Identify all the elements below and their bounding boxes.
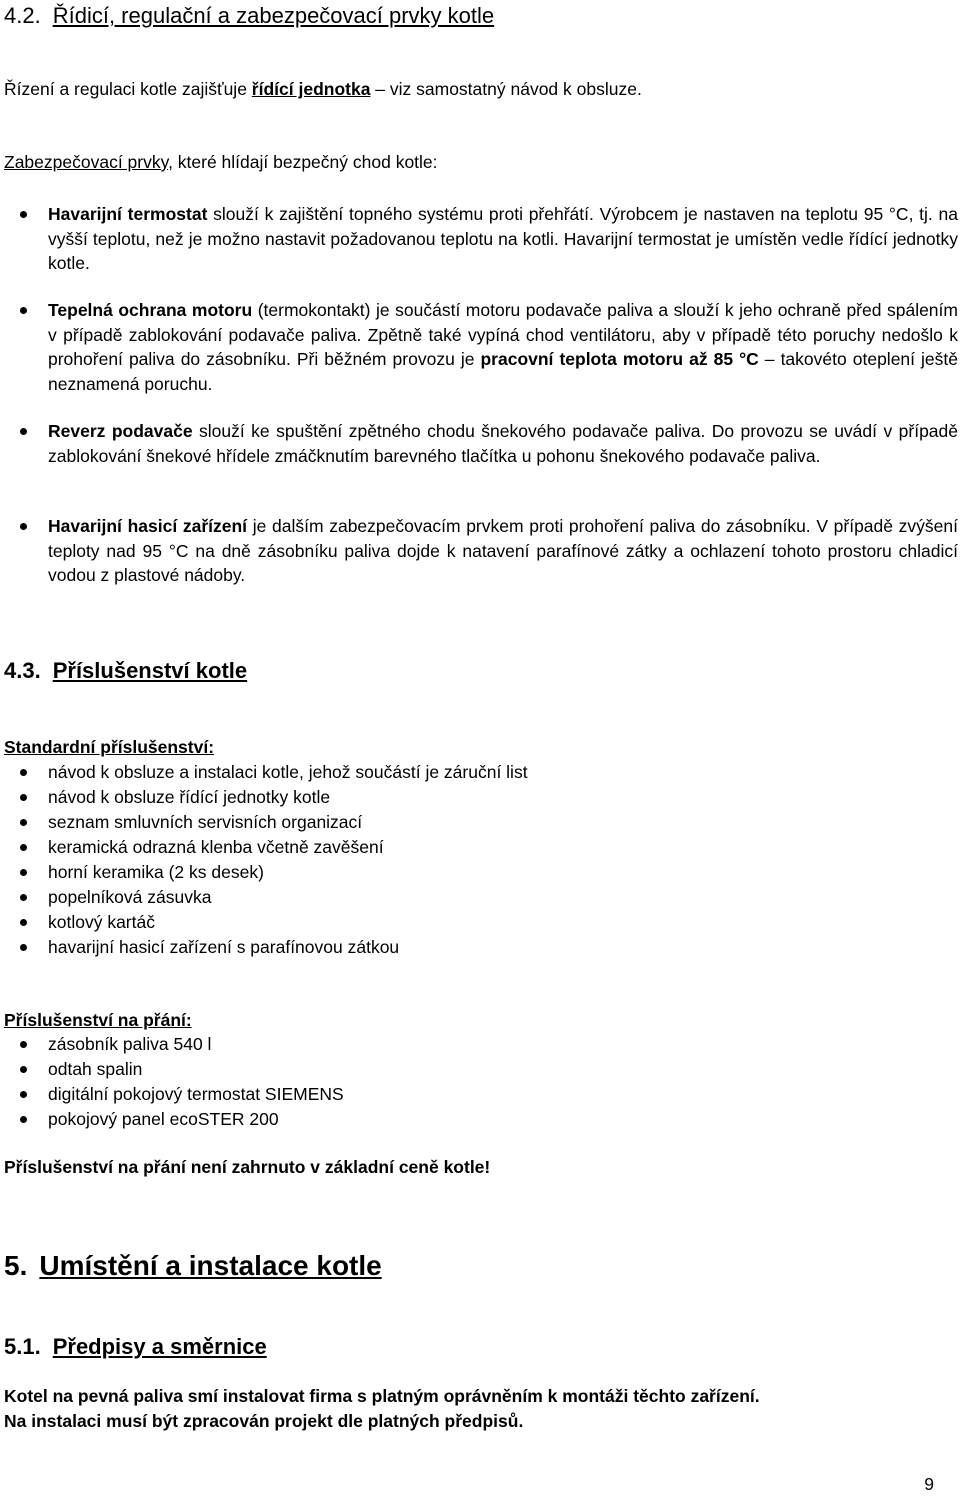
section-heading-5-1 <box>4 1334 267 1360</box>
section-heading-4-2 <box>4 3 494 29</box>
bullet-icon <box>20 307 27 314</box>
bullet-icon <box>20 769 27 776</box>
bullet-icon <box>20 894 27 901</box>
safety-item-body: je dalším zabezpečovacím prvkem proti prohoření paliva do zásobníku. V případě zvýšení teploty nad 95 °C na dně zásobníku paliva dojde k natavení parafínové zátky a ochlazení tohoto prostoru chladicí vodou z plastové nádoby. <box>48 516 958 585</box>
bullet-icon <box>20 1116 27 1123</box>
bullet-icon <box>20 1041 27 1048</box>
intro-paragraph <box>4 77 642 101</box>
bullet-icon <box>20 428 27 435</box>
bullet-icon <box>20 869 27 876</box>
bullet-icon <box>20 211 27 218</box>
safety-intro <box>4 150 438 174</box>
bullet-icon <box>20 819 27 826</box>
safety-item-term: Havarijní termostat <box>48 204 208 224</box>
section-title: Příslušenství kotle <box>52 658 248 683</box>
safety-item-term: Tepelná ochrana motoru <box>48 300 253 320</box>
intro-prefix: Řízení a regulaci kotle zajišťuje <box>4 79 252 99</box>
section-title: Umístění a instalace kotle <box>39 1250 382 1281</box>
standard-accessories-heading: Standardní příslušenství: <box>4 737 215 757</box>
bullet-icon <box>20 794 27 801</box>
bullet-icon <box>20 844 27 851</box>
safety-item-body: (termokontakt) je součástí motoru podavače paliva a slouží k jeho ochraně před spálením v případě zablokování podavače paliva. Zpětně také vypíná chod ventilátoru, aby v případě této poruchy nedošlo k prohoření paliva do zásobníku. Při běžném provozu je <box>48 300 958 369</box>
safety-intro-rest: , které hlídají bezpečný chod kotle: <box>168 152 438 172</box>
section-number: 5. <box>4 1250 28 1281</box>
control-unit-link: řídící jednotka <box>251 79 371 99</box>
optional-note: Příslušenství na přání není zahrnuto v základní ceně kotle! <box>4 1157 491 1177</box>
intro-suffix: – viz samostatný návod k obsluze. <box>370 79 642 99</box>
rules-line-1: Kotel na pevná paliva smí instalovat firma s platným oprávněním k montáži těchto zařízení. <box>4 1386 760 1406</box>
page-number: 9 <box>924 1474 934 1494</box>
optional-accessories-list: zásobník paliva 540 l odtah spalin digitální pokojový termostat SIEMENS pokojový panel ecoSTER 200 <box>0 1032 960 1142</box>
bullet-icon <box>20 944 27 951</box>
safety-intro-lead: Zabezpečovací prvky <box>4 152 169 172</box>
rules-line-2: Na instalaci musí být zpracován projekt dle platných předpisů. <box>4 1411 524 1431</box>
motor-temp-highlight: pracovní teplota motoru až 85 °C <box>480 349 759 369</box>
bullet-icon <box>20 1066 27 1073</box>
section-number: 4.3. <box>4 658 41 683</box>
bullet-icon <box>20 523 27 530</box>
standard-accessories-list: návod k obsluze a instalaci kotle, jehož součástí je záruční list návod k obsluze řídící jednotky kotle seznam smluvních servisních organizací keramická odrazná klenba včetně zavěšení horní keramika (2 ks desek) popelníková zásuvka kotlový kartáč havarijní hasicí zařízení s parafínovou zátkou <box>0 760 960 970</box>
safety-item-text <box>48 202 958 276</box>
section-title: Předpisy a směrnice <box>52 1334 267 1359</box>
safety-item-body-end: – takovéto oteplení ještě neznamená poruchu. <box>48 349 959 394</box>
safety-item-term: Havarijní hasicí zařízení <box>48 516 248 536</box>
safety-item-body: slouží k zajištění topného systému proti přehřátí. Výrobcem je nastaven na teplotu 95 °C, tj. na vyšší teplotu, než je možno nastavit požadovanou teplotu na kotli. Havarijní termostat je umístěn vedle řídící jednotky kotle. <box>48 204 958 273</box>
section-number: 4.2. <box>4 3 41 28</box>
section-heading-4-3 <box>4 658 247 684</box>
section-heading-5 <box>4 1250 382 1282</box>
safety-item-text <box>48 419 958 468</box>
section-number: 5.1. <box>4 1334 41 1359</box>
safety-item-text <box>48 514 958 588</box>
safety-item-term: Reverz podavače <box>48 421 193 441</box>
bullet-icon <box>20 1091 27 1098</box>
safety-item-text <box>48 298 958 396</box>
section-title: Řídicí, regulační a zabezpečovací prvky kotle <box>52 3 495 28</box>
safety-item-body: slouží ke spuštění zpětného chodu šnekového podavače paliva. Do provozu se uvádí v případě zablokování šnekové hřídele zmáčknutím barevného tlačítka u pohonu šnekového podavače paliva. <box>48 421 958 466</box>
bullet-icon <box>20 919 27 926</box>
optional-accessories-heading: Příslušenství na přání: <box>4 1010 192 1030</box>
